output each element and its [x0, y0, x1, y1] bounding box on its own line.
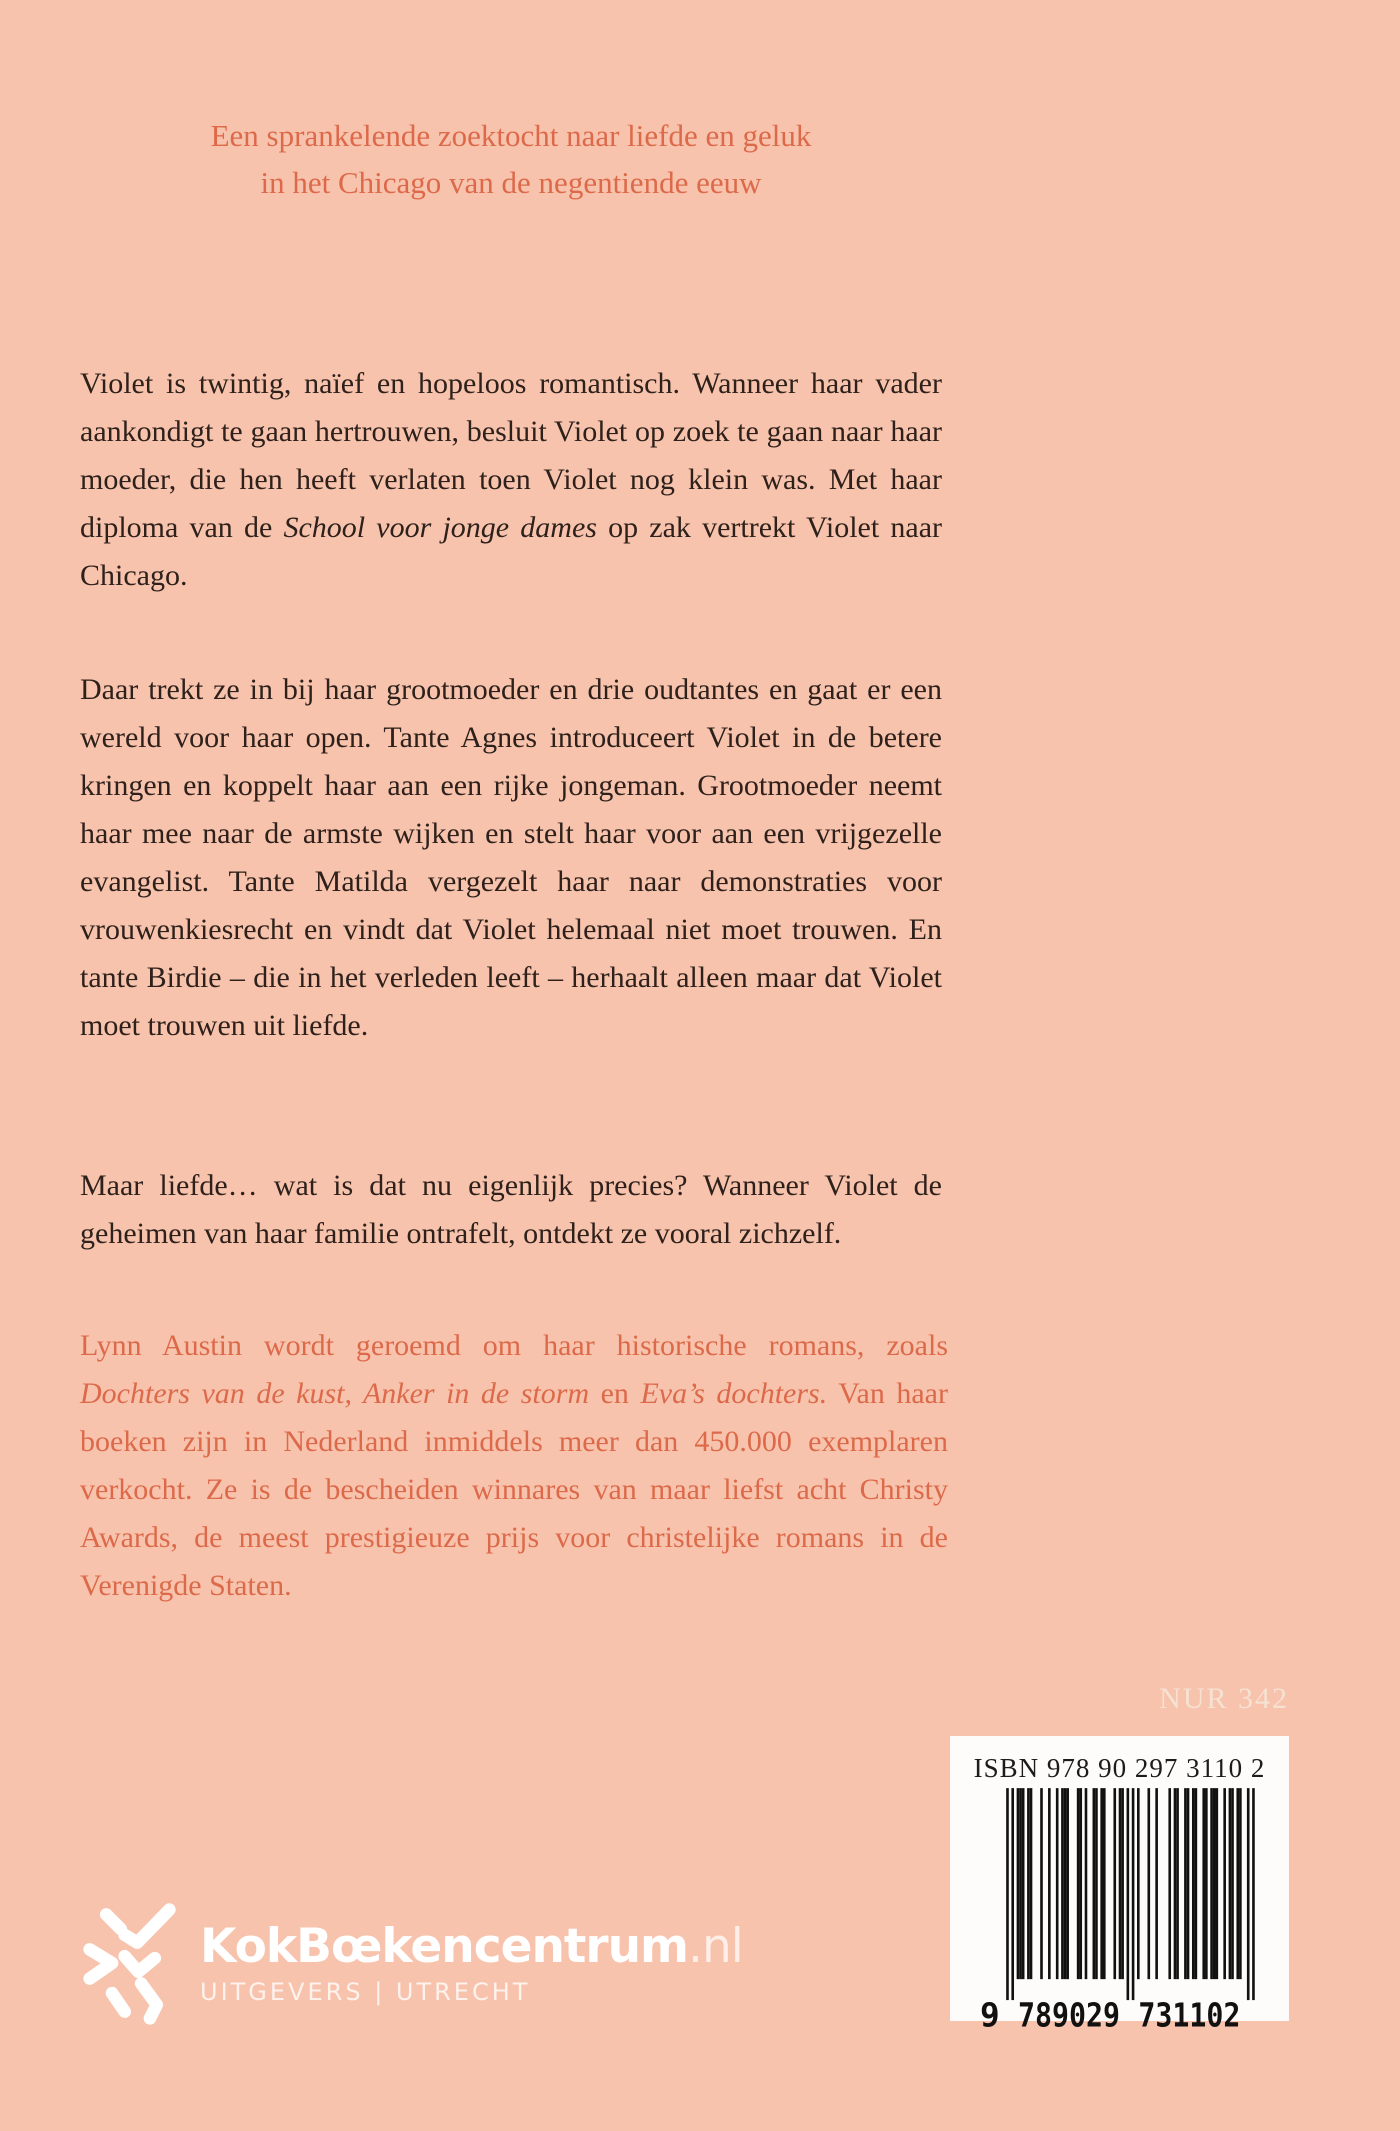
isbn-number: ISBN 978 90 297 3110 2	[973, 1753, 1266, 1783]
tagline	[80, 112, 942, 206]
tagline-line-2: in het Chicago van de negentiende eeuw	[260, 165, 762, 200]
publisher-name-main: KokBœkencentrum	[200, 1919, 689, 1974]
synopsis-paragraph-2: Daar trekt ze in bij haar grootmoeder en drie oudtantes en gaat er een wereld voor haar open. Tante Agnes introduceert Violet in de betere kringen en koppelt haar aan een rijke jongeman. Grootmoeder neemt haar mee naar de armste wijken en stelt haar voor aan een vrijgezelle evangelist. Tante Matilda vergezelt haar naar demonstraties voor vrouwenkiesrecht en vindt dat Violet helemaal niet moet trouwen. En tante Birdie – die in het verleden leeft – herhaalt alleen maar dat Violet moet trouwen uit liefde.	[80, 673, 942, 1042]
publisher-name	[200, 1919, 743, 1974]
ean-barcode-bars	[980, 1788, 1260, 2029]
svg-text:731102: 731102	[1137, 1996, 1240, 2029]
nur-code: NUR 342	[1159, 1682, 1289, 1715]
publisher-logo-mark	[80, 1898, 182, 2030]
publisher-subtitle: UITGEVERS | UTRECHT	[200, 1978, 531, 2006]
svg-text:9: 9	[979, 1996, 1000, 2029]
synopsis-paragraph-1: Violet is twintig, naïef en hopeloos romantisch. Wanneer haar vader aankondigt te gaan hertrouwen, besluit Violet op zoek te gaan naar haar moeder, die hen heeft verlaten toen Violet nog klein was. Met haar diploma van de School voor jonge dames op zak vertrekt Violet naar Chicago.	[80, 367, 942, 592]
publisher-name-domain: .nl	[688, 1919, 743, 1974]
ean-barcode	[950, 1788, 1289, 2034]
svg-text:789029: 789029	[1017, 1996, 1120, 2029]
publisher-wordmark	[200, 1919, 743, 2006]
tagline-line-1: Een sprankelende zoektocht naar liefde en geluk	[210, 118, 812, 153]
author-note: Lynn Austin wordt geroemd om haar historische romans, zoals Dochters van de kust, Anker in de storm en Eva’s dochters. Van haar boeken zijn in Nederland inmiddels meer dan 450.000 exemplaren verkocht. Ze is de bescheiden winnares van maar liefst acht Christy Awards, de meest prestigieuze prijs voor christelijke romans in de Verenigde Staten.	[80, 1329, 948, 1602]
synopsis-paragraph-3: Maar liefde… wat is dat nu eigenlijk precies? Wanneer Violet de geheimen van haar familie ontrafelt, ontdekt ze vooral zichzelf.	[80, 1169, 942, 1250]
isbn-block	[950, 1736, 1289, 2029]
synopsis	[80, 360, 942, 1258]
publisher-logo	[80, 1898, 743, 2030]
